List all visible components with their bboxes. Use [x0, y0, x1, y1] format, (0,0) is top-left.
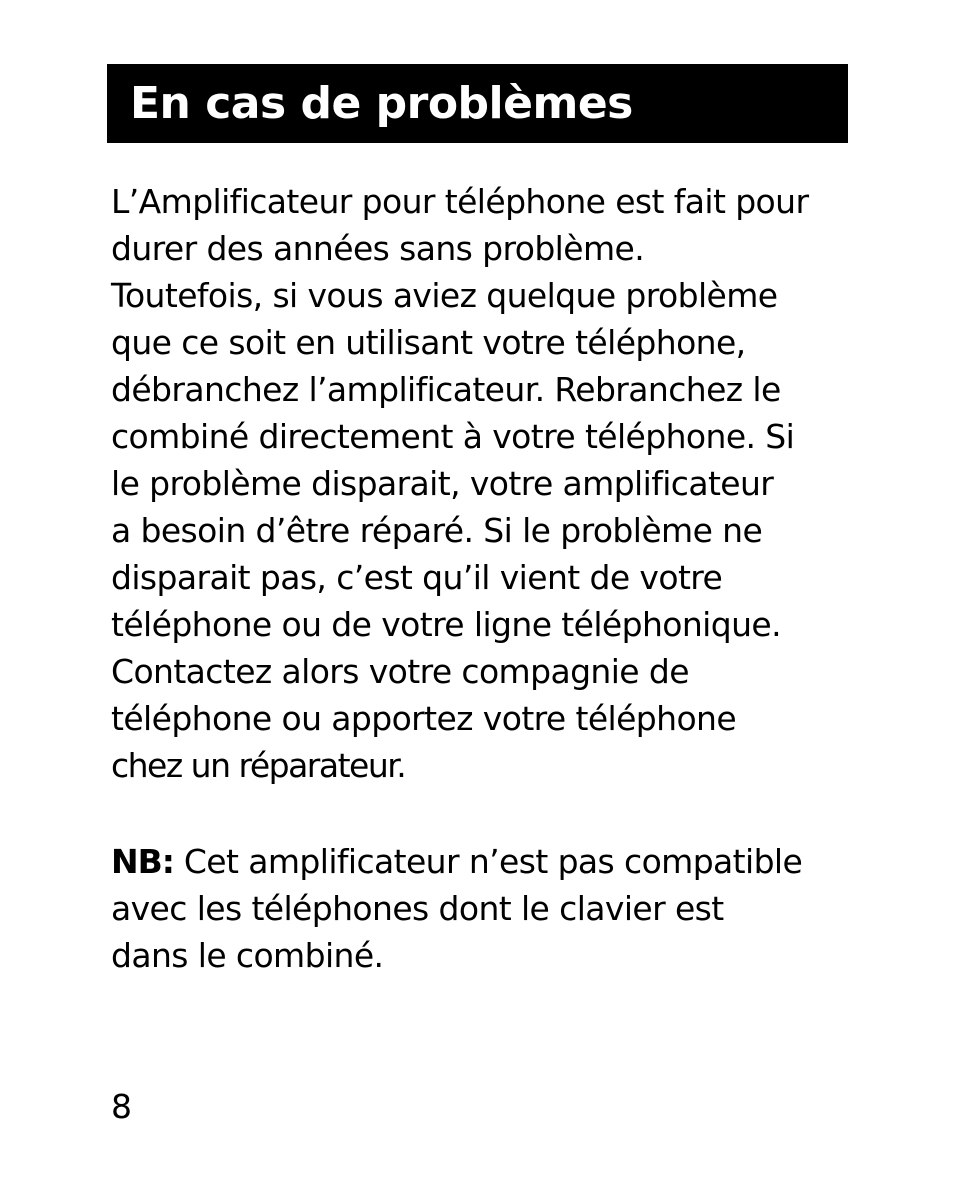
body-line: chez un réparateur.: [111, 746, 406, 785]
body-line: que ce soit en utilisant votre téléphone,: [111, 323, 746, 362]
body-line: téléphone ou apportez votre téléphone: [111, 699, 737, 738]
body-paragraph: [111, 178, 851, 789]
note-label: NB:: [111, 842, 174, 881]
section-title: En cas de problèmes: [130, 78, 633, 129]
page-number: 8: [111, 1087, 132, 1126]
note-text: Cet amplificateur n’est pas compatible: [173, 842, 803, 881]
body-line: Toutefois, si vous aviez quelque problème: [111, 276, 778, 315]
body-line: disparait pas, c’est qu’il vient de votre: [111, 558, 723, 597]
body-line: a besoin d’être réparé. Si le problème ne: [111, 511, 763, 550]
body-line: débranchez l’amplificateur. Rebranchez le: [111, 370, 781, 409]
body-line: combiné directement à votre téléphone. Si: [111, 417, 795, 456]
note-line: avec les téléphones dont le clavier est: [111, 889, 724, 928]
body-line: L’Amplificateur pour téléphone est fait pour: [111, 182, 809, 221]
body-line: téléphone ou de votre ligne téléphonique.: [111, 605, 781, 644]
note-paragraph: [111, 838, 851, 979]
note-line: [111, 838, 851, 885]
body-line: Contactez alors votre compagnie de: [111, 652, 689, 691]
body-line: durer des années sans problème.: [111, 229, 645, 268]
section-header: [107, 64, 848, 143]
body-line: le problème disparait, votre amplificateur: [111, 464, 774, 503]
note-line: dans le combiné.: [111, 936, 384, 975]
